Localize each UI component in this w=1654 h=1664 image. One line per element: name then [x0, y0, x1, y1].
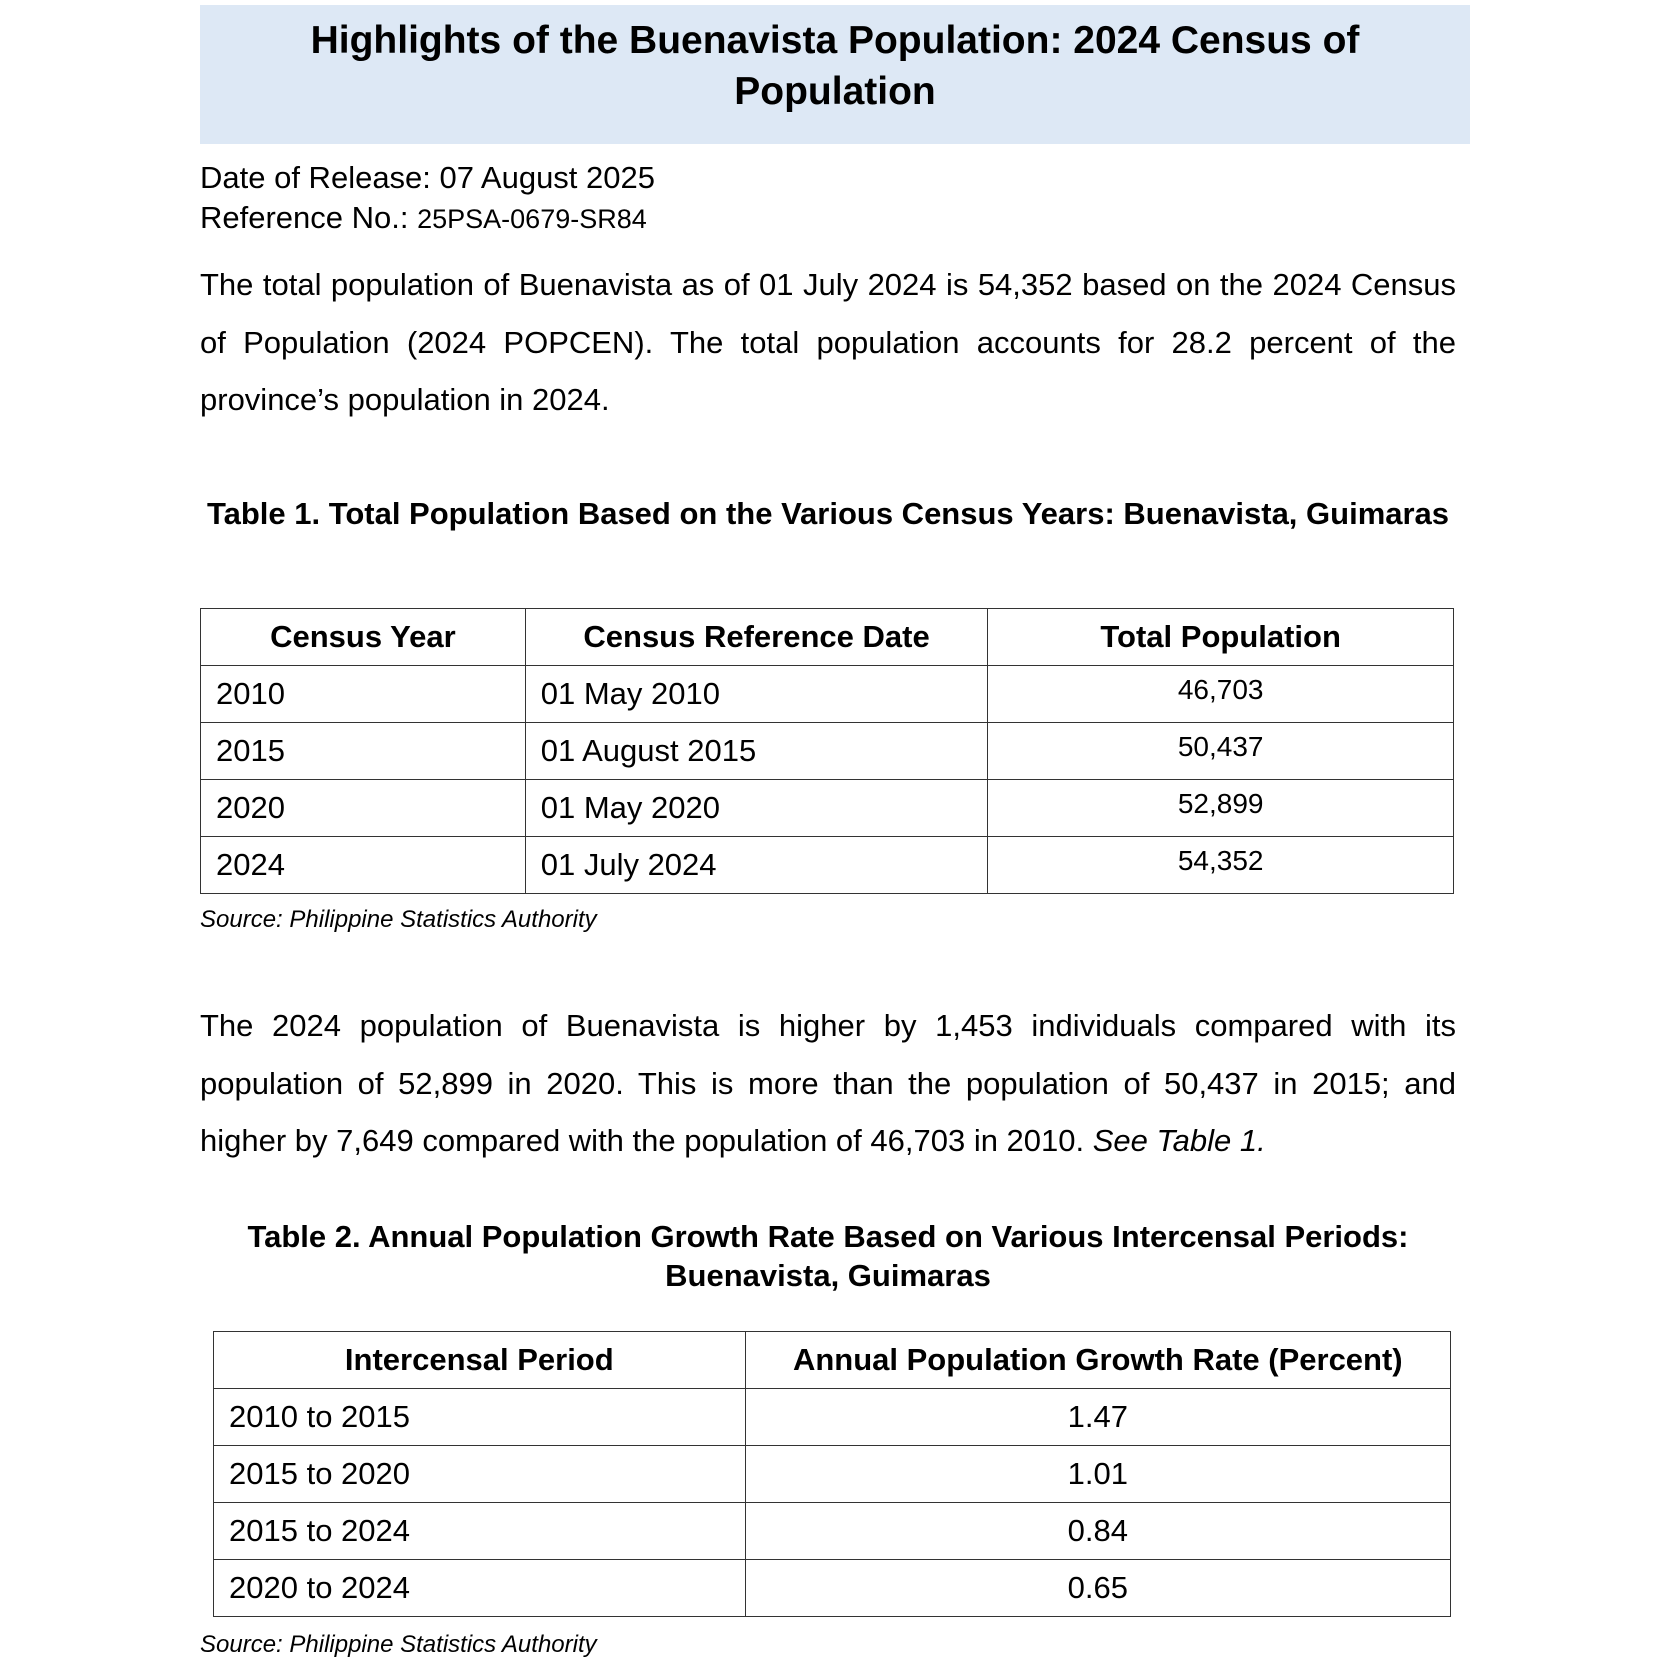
table-row — [201, 723, 1454, 780]
table-row — [201, 666, 1454, 723]
see-table-reference: See Table 1. — [1092, 1123, 1266, 1158]
table-cell: 2010 to 2015 — [214, 1389, 746, 1446]
table-row — [214, 1446, 1451, 1503]
comparison-paragraph — [200, 997, 1456, 1170]
reference-number — [200, 198, 655, 239]
table2-title: Table 2. Annual Population Growth Rate Based on Various Intercensal Periods: Buenavista, Guimaras — [247, 1219, 1409, 1293]
table-cell: 2010 — [201, 666, 526, 723]
table-header: Total Population — [988, 609, 1454, 666]
census-population-table — [200, 608, 1454, 894]
title-banner — [200, 5, 1470, 144]
table-cell: 01 July 2024 — [525, 837, 988, 894]
table-cell: 1.01 — [745, 1446, 1450, 1503]
table-cell: 54,352 — [988, 837, 1454, 894]
table-cell: 2015 — [201, 723, 526, 780]
table-cell: 52,899 — [988, 780, 1454, 837]
table-header: Census Year — [201, 609, 526, 666]
growth-rate-table — [213, 1331, 1451, 1617]
table-header: Annual Population Growth Rate (Percent) — [745, 1332, 1450, 1389]
table-cell: 01 May 2020 — [525, 780, 988, 837]
table-header-row — [201, 609, 1454, 666]
table-cell: 01 May 2010 — [525, 666, 988, 723]
table2-source: Source: Philippine Statistics Authority — [200, 1631, 597, 1658]
table-cell: 01 August 2015 — [525, 723, 988, 780]
table-row — [214, 1560, 1451, 1617]
table-row — [214, 1389, 1451, 1446]
table-cell: 0.84 — [745, 1503, 1450, 1560]
table-cell: 2020 — [201, 780, 526, 837]
table-cell: 2015 to 2020 — [214, 1446, 746, 1503]
release-info — [200, 158, 655, 239]
table-cell: 0.65 — [745, 1560, 1450, 1617]
table-cell: 2020 to 2024 — [214, 1560, 746, 1617]
table-row — [201, 780, 1454, 837]
page-title: Highlights of the Buenavista Population: 2024 Census of Population — [310, 19, 1360, 113]
table-cell: 1.47 — [745, 1389, 1450, 1446]
table-cell: 50,437 — [988, 723, 1454, 780]
table-row — [201, 837, 1454, 894]
comparison-text: The 2024 population of Buenavista is higher by 1,453 individuals compared with its population of 52,899 in 2020. This is more than the population of 50,437 in 2015; and higher by 7,649 compared with the population of 46,703 in 2010. — [200, 1008, 1456, 1158]
table-header: Intercensal Period — [214, 1332, 746, 1389]
table-cell: 2024 — [201, 837, 526, 894]
release-date: Date of Release: 07 August 2025 — [200, 160, 655, 195]
table1-title: Table 1. Total Population Based on the Various Census Years: Buenavista, Guimaras — [206, 496, 1450, 531]
table1-source: Source: Philippine Statistics Authority — [200, 906, 597, 933]
table-row — [214, 1503, 1451, 1560]
table-header-row — [214, 1332, 1451, 1389]
table-header: Census Reference Date — [525, 609, 988, 666]
intro-paragraph: The total population of Buenavista as of 01 July 2024 is 54,352 based on the 2024 Census of Population (2024 POPCEN). The total population accounts for 28.2 percent of the province’s population in 2024. — [200, 267, 1456, 417]
reference-label: Reference No.: — [200, 200, 418, 235]
reference-value: 25PSA-0679-SR84 — [417, 204, 647, 234]
table-cell: 2015 to 2024 — [214, 1503, 746, 1560]
table-cell: 46,703 — [988, 666, 1454, 723]
